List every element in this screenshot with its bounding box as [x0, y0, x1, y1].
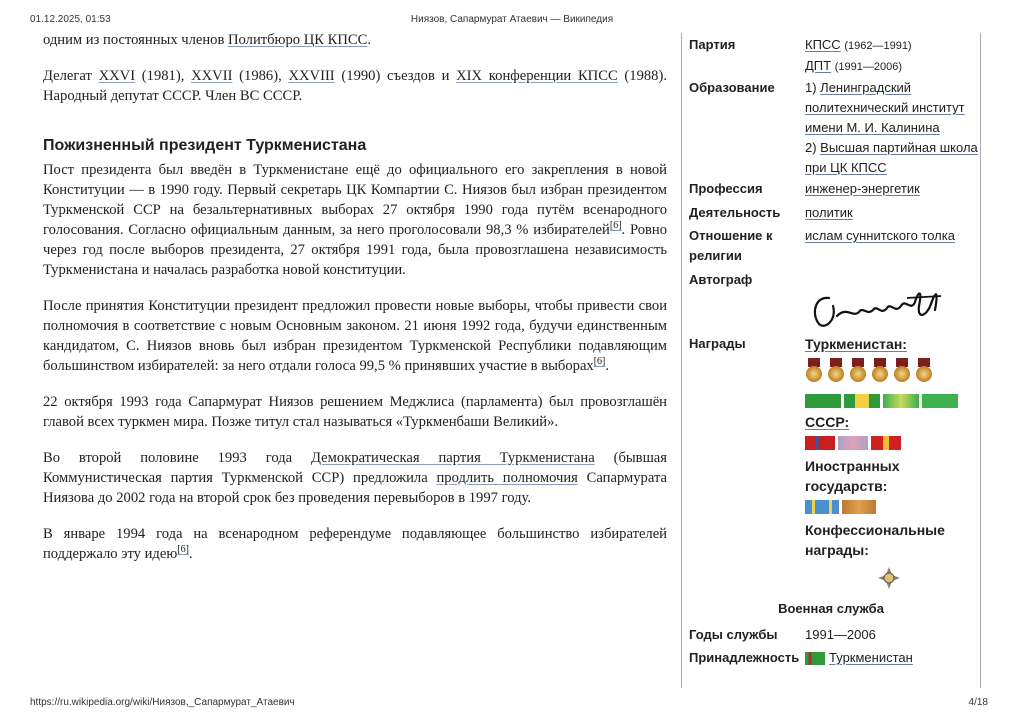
link-power-engineer[interactable]: инженер-энергетик	[805, 181, 920, 196]
medal-icon[interactable]	[915, 358, 933, 386]
foreign-ribbons-row	[805, 500, 980, 516]
ribbon-bar-icon[interactable]	[805, 436, 835, 450]
link-sunni-islam[interactable]: ислам суннитского толка	[805, 228, 955, 243]
paragraph-elections-1992: После принятия Конституции президент предложил провести новые выборы, чтобы привести свои полномочия в соответствие с новым Основным законом. 21 июня 1992 года, будучи единственным кандидатом, С. Ниязов вновь был избран президентом Туркменской Республики подавляющим большинством избирателей: за него отдали голоса 99,5 % принявших участие в выборах[6].	[43, 298, 667, 374]
link-higher-party-school[interactable]: Высшая партийная школа при ЦК КПСС	[805, 140, 978, 175]
paragraph-politburo: одним из постоянных членов Политбюро ЦК КПСС.	[43, 32, 372, 48]
military-service-header: Военная служба	[778, 601, 884, 616]
ribbon-bar-icon[interactable]	[883, 394, 919, 408]
print-page-title: Ниязов, Сапармурат Атаевич — Википедия	[410, 14, 614, 25]
link-politburo[interactable]: Политбюро ЦК КПСС	[228, 32, 368, 48]
turkmenistan-flag-icon	[805, 652, 825, 665]
autograph-signature-image[interactable]	[807, 276, 952, 336]
link-xxvi-congress[interactable]: XXVI	[98, 68, 136, 84]
reference-6[interactable]: [6]	[609, 220, 622, 232]
link-turkmenistan[interactable]: Туркменистан	[829, 650, 913, 665]
link-democratic-party[interactable]: Демократическая партия Туркменистана	[311, 450, 595, 466]
link-xxviii-congress[interactable]: XXVIII	[288, 68, 335, 84]
section-heading: Пожизненный президент Туркменистана	[43, 137, 367, 154]
print-url: https://ru.wikipedia.org/wiki/Ниязов,_Сапармурат_Атаевич	[30, 697, 295, 708]
medal-icon[interactable]	[827, 358, 845, 386]
turkmen-ribbons-row	[805, 394, 980, 410]
turkmen-medals-row	[805, 358, 980, 388]
awards-foreign-heading: Иностранных государств:	[805, 458, 900, 494]
ribbon-bar-icon[interactable]	[805, 394, 841, 408]
awards-confessional-heading: Конфессиональные награды:	[805, 522, 945, 558]
article-body	[43, 30, 667, 580]
link-xix-conference[interactable]: XIX конференции КПСС	[456, 68, 618, 84]
link-leningrad-polytech[interactable]: Ленинградский политехнический институт имени М. И. Калинина	[805, 80, 965, 135]
ussr-ribbons-row	[805, 436, 980, 452]
medal-icon[interactable]	[849, 358, 867, 386]
link-awards-ussr[interactable]: СССР:	[805, 414, 850, 430]
ribbon-bar-icon[interactable]	[922, 394, 958, 408]
link-xxvii-congress[interactable]: XXVII	[191, 68, 233, 84]
confessional-order-icon[interactable]	[877, 566, 901, 590]
medal-icon[interactable]	[805, 358, 823, 386]
ribbon-bar-icon[interactable]	[871, 436, 901, 450]
ribbon-bar-icon[interactable]	[838, 436, 868, 450]
paragraph-president-1990: Пост президента был введён в Туркменистане ещё до официального его закрепления в новой Конституции — в 1990 году. Первый секретарь ЦК Компартии С. Ниязов был избран президентом Туркменской ССР на безальтернативных выборах 27 октября 1990 года путём всенародного голосования. Согласно официальным данным, за него проголосовали 98,3 % избирателей[6]. Ровно через год после выборов президента, 27 октября 1991 года, была провозглашена независимость Туркменистана и началась разработка новой конституции.	[43, 162, 667, 278]
link-politician[interactable]: политик	[805, 205, 853, 220]
print-timestamp: 01.12.2025, 01:53	[30, 14, 111, 25]
medal-icon[interactable]	[871, 358, 889, 386]
ribbon-bar-icon[interactable]	[842, 500, 876, 514]
ribbon-bar-icon[interactable]	[805, 500, 839, 514]
paragraph-democratic-party: Во второй половине 1993 года Демократическая партия Туркменистана (бывшая Коммунистическая партия Туркменской ССР) предложила продлить полномочия Сапармурата Ниязова до 2002 года на второй срок без проведения перевыборов в 1997 году.	[43, 450, 668, 506]
ribbon-bar-icon[interactable]	[844, 394, 880, 408]
link-dpt[interactable]: ДПТ	[805, 58, 832, 73]
link-extend-powers[interactable]: продлить полномочия	[436, 470, 578, 486]
print-page-number: 4/18	[968, 697, 988, 708]
paragraph-referendum: В январе 1994 года на всенародном референдуме подавляющее большинство избирателей поддержало эту идею[6].	[43, 526, 667, 562]
paragraph-delegate: Делегат XXVI (1981), XXVII (1986), XXVIII (1990) съездов и XIX конференции КПСС (1988). Народный депутат СССР. Член ВС СССР.	[43, 68, 667, 104]
paragraph-turkmenbashi: 22 октября 1993 года Сапармурат Ниязов решением Меджлиса (парламента) был провозглашён главой всех туркмен мира. Позже титул стал называться «Туркменбаши Великий».	[43, 394, 667, 430]
link-cpsu[interactable]: КПСС	[805, 37, 841, 52]
link-awards-turkmenistan[interactable]: Туркменистан:	[805, 336, 907, 352]
reference-6[interactable]: [6]	[177, 544, 189, 556]
medal-icon[interactable]	[893, 358, 911, 386]
infobox: Партия КПСС (1962—1991) ДПТ (1991—2006) Образование 1) Ленинградский политехнический институт имени М. И. Калинина 2) Высшая партийная школа при ЦК КПСС Профессия инженер-энергетик Деятельность политик Отношение к религии ислам суннитского толка Автограф Награды Туркменистан: СССР: Иностранных государств: Конфессиональные награды: Военная служба Годы службы 1991—2006 Принадлежность Туркменистан	[681, 33, 981, 688]
reference-6[interactable]: [6]	[593, 356, 606, 368]
